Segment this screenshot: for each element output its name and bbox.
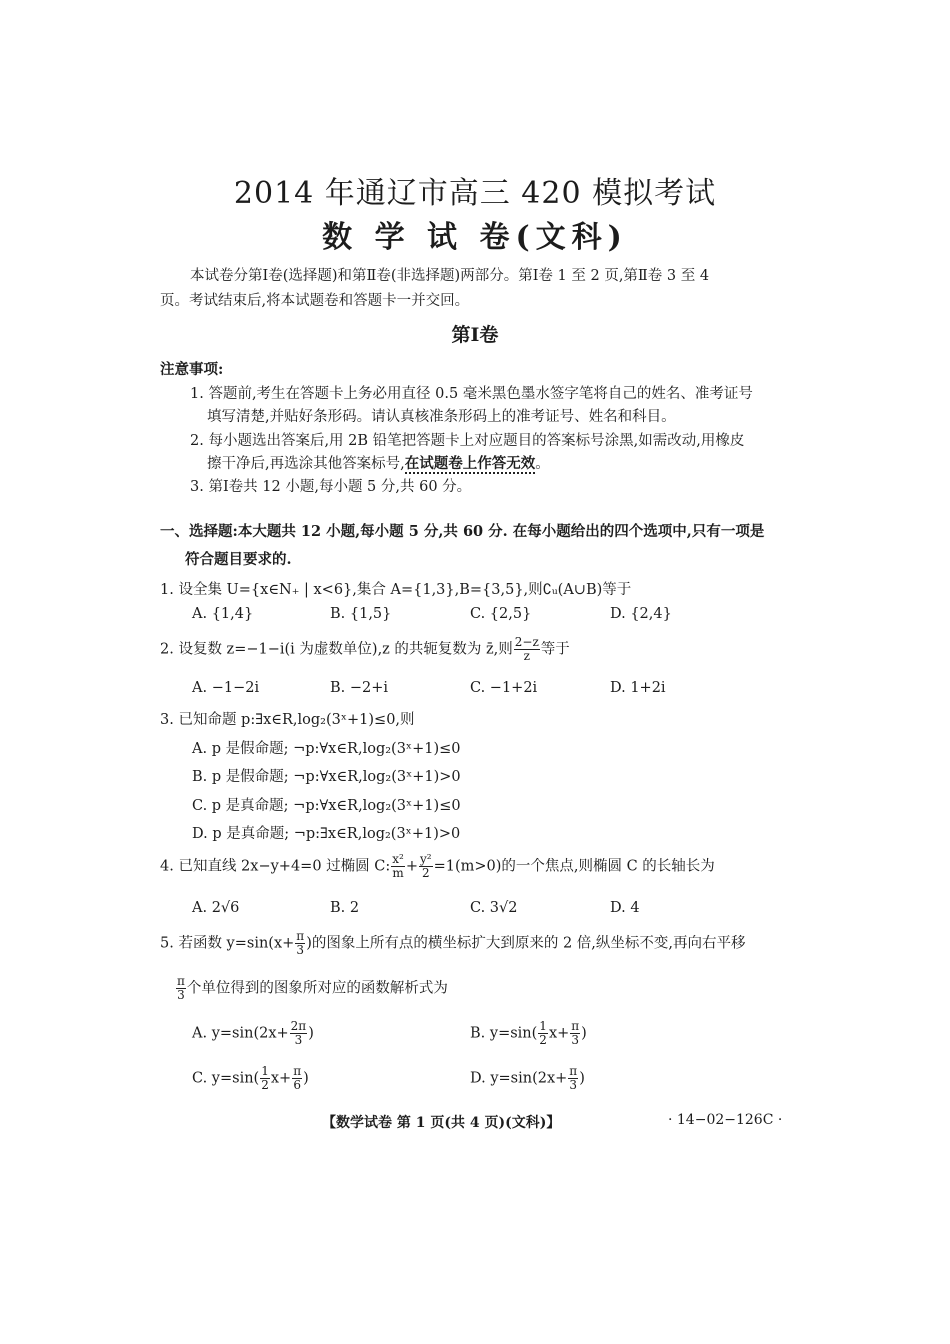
q2-option-d: D. 1+2i xyxy=(610,680,666,696)
section-title: 第Ⅰ卷 xyxy=(451,324,499,346)
q5-b-post: ) xyxy=(581,1025,587,1042)
q5-b-num2: π xyxy=(571,1019,580,1033)
q5-a-post: ) xyxy=(308,1025,314,1042)
q1-stem: 1. 设全集 U={x∈N₊ | x<6},集合 A={1,3},B={3,5},则∁ᵤ(A∪B)等于 xyxy=(160,582,632,598)
note-1a: 1. 答题前,考生在答题卡上务必用直径 0.5 毫米黑色墨水签字笔将自己的姓名、准考证号 xyxy=(190,386,753,402)
q2-stem-text: 2. 设复数 z=−1−i(i 为虚数单位),z 的共轭复数为 z̄,则 xyxy=(160,641,513,658)
q5-f-den: 3 xyxy=(296,943,305,957)
q5-c-pre: C. y=sin( xyxy=(192,1070,260,1087)
q5-c-den2: 6 xyxy=(293,1078,301,1092)
q4-option-b: B. 2 xyxy=(330,900,360,916)
q5-b-mid: x+ xyxy=(548,1025,570,1042)
q4-fraction-y xyxy=(419,853,433,880)
q5-c-num2: π xyxy=(293,1064,302,1078)
q5-stem-post: )的图象上所有点的横坐标扩大到原来的 2 倍,纵坐标不变,再向右平移 xyxy=(306,935,746,952)
note-3: 3. 第Ⅰ卷共 12 小题,每小题 5 分,共 60 分。 xyxy=(190,479,472,495)
q2-fraction xyxy=(514,636,540,663)
q4-plus: + xyxy=(405,858,418,875)
q4-stem xyxy=(160,853,715,880)
q4-f2-den: 2 xyxy=(421,866,430,880)
q4-stem-post: =1(m>0)的一个焦点,则椭圆 C 的长轴长为 xyxy=(433,858,715,875)
q4-f1-num: x² xyxy=(392,852,404,866)
q4-stem-pre: 4. 已知直线 2x−y+4=0 过椭圆 C: xyxy=(160,858,391,875)
q2-option-a: A. −1−2i xyxy=(192,680,260,696)
q1-option-a: A. {1,4} xyxy=(192,606,254,622)
q5-option-a xyxy=(192,1020,314,1047)
intro-line-2: 页。考试结束后,将本试题卷和答题卡一并交回。 xyxy=(160,293,470,309)
q2-frac-num: 2−z xyxy=(514,635,539,649)
q3-option-b: B. p 是假命题; ¬p:∀x∈R,log₂(3ˣ+1)>0 xyxy=(192,769,461,785)
exam-subtitle: 数 学 试 卷(文科) xyxy=(322,220,628,255)
exam-title: 2014 年通辽市高三 420 模拟考试 xyxy=(233,176,717,211)
q4-option-a: A. 2√6 xyxy=(192,900,240,916)
q5-line2-num: π xyxy=(177,974,185,988)
note-1b: 填写清楚,并贴好条形码。请认真核准条形码上的准考证号、姓名和科目。 xyxy=(207,409,676,425)
q5-c-den1: 2 xyxy=(261,1078,269,1092)
q5-d-num: π xyxy=(569,1064,578,1078)
note-2b-emphasis: 在试题卷上作答无效 xyxy=(404,455,536,472)
note-2b xyxy=(207,452,550,473)
q5-d-den: 3 xyxy=(569,1078,578,1092)
q5-c-fraction-2 xyxy=(292,1065,302,1092)
part1-instructions-2: 符合题目要求的. xyxy=(185,551,292,568)
note-2b-post: 。 xyxy=(535,456,550,472)
q5-line2-den: 3 xyxy=(177,988,185,1002)
q4-fraction-x xyxy=(391,853,405,880)
q5-option-d xyxy=(470,1065,585,1092)
footer-code: · 14−02−126C · xyxy=(668,1112,783,1128)
q5-line2-fraction xyxy=(176,975,186,1002)
q3-option-c: C. p 是真命题; ¬p:∀x∈R,log₂(3ˣ+1)≤0 xyxy=(192,798,461,814)
q5-b-fraction-1 xyxy=(538,1020,548,1047)
q5-a-num: 2π xyxy=(290,1019,307,1033)
q5-d-fraction xyxy=(568,1065,578,1092)
q1-option-b: B. {1,5} xyxy=(330,606,392,622)
q5-b-fraction-2 xyxy=(570,1020,580,1047)
q3-option-a: A. p 是假命题; ¬p:∀x∈R,log₂(3ˣ+1)≤0 xyxy=(192,741,461,757)
intro-line-1: 本试卷分第Ⅰ卷(选择题)和第Ⅱ卷(非选择题)两部分。第Ⅰ卷 1 至 2 页,第Ⅱ卷 3 至 4 xyxy=(190,268,710,284)
note-2b-pre: 擦干净后,再选涂其他答案标号, xyxy=(207,456,405,472)
q5-a-fraction xyxy=(290,1020,308,1047)
q1-option-c: C. {2,5} xyxy=(470,606,532,622)
q4-f1-den: m xyxy=(392,866,404,880)
q2-option-c: C. −1+2i xyxy=(470,680,538,696)
q3-option-d: D. p 是真命题; ¬p:∃x∈R,log₂(3ˣ+1)>0 xyxy=(192,826,461,842)
q5-b-pre: B. y=sin( xyxy=(470,1025,538,1042)
q5-stem xyxy=(160,930,746,957)
q5-c-num1: 1 xyxy=(261,1064,269,1078)
part1-instructions-1: 一、选择题:本大题共 12 小题,每小题 5 分,共 60 分. 在每小题给出的四个选项中,只有一项是 xyxy=(160,523,765,540)
footer-page-info: 【数学试卷 第 1 页(共 4 页)(文科)】 xyxy=(322,1115,561,1131)
q3-stem: 3. 已知命题 p:∃x∈R,log₂(3ˣ+1)≤0,则 xyxy=(160,712,415,728)
q2-frac-den: z xyxy=(523,649,530,663)
q4-option-d: D. 4 xyxy=(610,900,640,916)
note-2a: 2. 每小题选出答案后,用 2B 铅笔把答题卡上对应题目的答案标号涂黑,如需改动,用橡皮 xyxy=(190,433,745,449)
q5-b-den2: 3 xyxy=(571,1033,580,1047)
q2-stem xyxy=(160,636,570,663)
q5-fraction xyxy=(295,930,305,957)
q4-option-c: C. 3√2 xyxy=(470,900,518,916)
q5-stem-pre: 5. 若函数 y=sin(x+ xyxy=(160,935,295,952)
q2-option-b: B. −2+i xyxy=(330,680,389,696)
q5-c-mid: x+ xyxy=(270,1070,292,1087)
q4-f2-num: y² xyxy=(419,852,432,866)
q5-b-num1: 1 xyxy=(539,1019,547,1033)
q5-c-fraction-1 xyxy=(260,1065,270,1092)
q5-stem-line-2 xyxy=(175,975,448,1002)
q5-b-den1: 2 xyxy=(539,1033,547,1047)
q5-a-den: 3 xyxy=(294,1033,303,1047)
q5-c-post: ) xyxy=(303,1070,309,1087)
q2-stem-tail: 等于 xyxy=(540,641,570,658)
q5-line2-text: 个单位得到的图象所对应的函数解析式为 xyxy=(186,980,448,997)
q1-option-d: D. {2,4} xyxy=(610,606,672,622)
notes-heading: 注意事项: xyxy=(160,361,224,378)
q5-option-b xyxy=(470,1020,587,1047)
q5-a-pre: A. y=sin(2x+ xyxy=(192,1025,289,1042)
q5-d-post: ) xyxy=(579,1070,585,1087)
q5-option-c xyxy=(192,1065,309,1092)
q5-f-num: π xyxy=(296,929,305,943)
q5-d-pre: D. y=sin(2x+ xyxy=(470,1070,568,1087)
